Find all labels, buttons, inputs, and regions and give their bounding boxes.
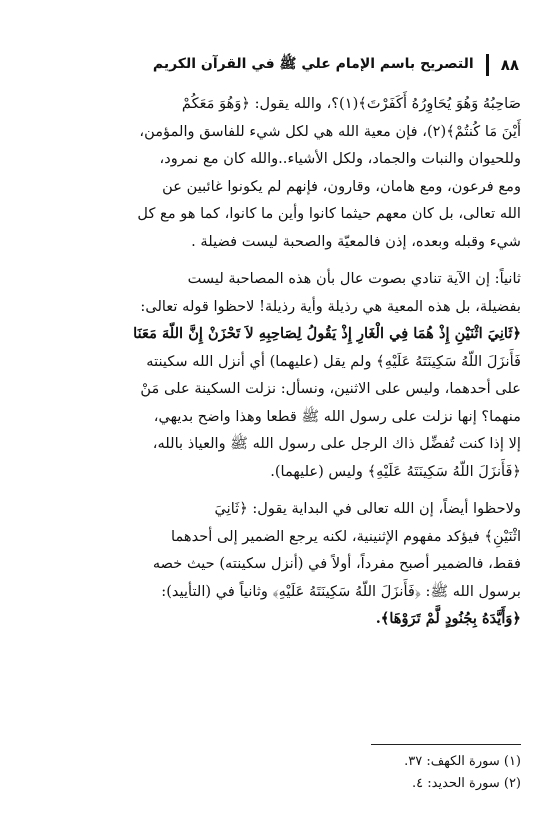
text-line: بفضيلة، بل هذه المعية هي رذيلة وأية رذيلة! لاحظوا قوله تعالى: [140,297,521,315]
text-line: الله تعالى، بل كان معهم حيثما كانوا وأين ما كانوا، كما هو مع كل [137,205,521,222]
body-text [36,90,521,643]
footnote-divider [371,744,521,745]
text-line: على أحدهما، وليس على الاثنين، ونسأل: نزلت السكينة على مَنْ [140,380,521,397]
footnote: (١) سورة الكهف: ٣٧. [404,754,521,769]
paragraph-3 [36,495,521,633]
text-line: ومع فرعون، ومع هامان، وقارون، فإنهم لم يكونوا غائبين عن [162,177,521,195]
running-header [40,52,519,78]
text-line: فَأَنزَلَ اللّهُ سَكِينَتَهُ عَلَيْهِ﴾ ولم يقل (عليهما) أي أنزل الله سكينته [146,352,521,370]
paragraph-1 [36,90,521,255]
footnotes [36,744,521,795]
text-line: شيء وقبله وبعده، إذن فالمعيّة والصحبة ليست فضيلة . [191,232,521,250]
header-divider [486,54,489,76]
text-line: ﴿فَأَنزَلَ اللّهُ سَكِينَتَهُ عَلَيْهِ﴾ وليس (عليهما). [270,462,521,480]
text-line: ولاحظوا أيضاً، إن الله تعالى في البداية يقول: ﴿ثَانِيَ [214,500,521,517]
text-line: إلا إذا كنت تُفضِّل ذاك الرجل على رسول الله ﷺ والعياذ بالله، [152,435,521,452]
text-line: وللحيوان والنبات والجماد، ولكل الأشياء..والله كان مع نمرود، [159,150,521,167]
quran-verse-line: ﴿وَأَيَّدَهُ بِجُنُودٍ لَّمْ تَرَوْهَا﴾. [375,610,521,627]
text-line: أَيْنَ مَا كُنتُمْ﴾(٢)، فإن معية الله هي لكل شيء للفاسق والمؤمن، [139,122,521,140]
paragraph-2 [36,265,521,485]
text-line: اثْنَيْنِ﴾ فيؤكد مفهوم الإثنينية، لكنه يرجع الضمير إلى أحدهما [171,527,521,545]
quran-verse-line: ﴿ثَانِيَ اثْنَيْنِ إِذْ هُمَا فِي الْغَارِ إِذْ يَقُولُ لِصَاحِبِهِ لاَ تَحْزَنْ إِنَّ اللّهَ مَعَنَا [133,325,521,342]
header-title: التصريح باسم الإمام علي ﷺ في القرآن الكريم [152,56,474,72]
text-line: منهما؟ إنها نزلت على رسول الله ﷺ قطعا وهذا واضح بديهي، [153,407,521,425]
text-line: صَاحِبُهُ وَهُوَ يُحَاوِرُهُ أَكَفَرْتَ﴾(١)؟، والله يقول: ﴿وَهُوَ مَعَكُمْ [181,95,521,112]
footnote: (٢) سورة الحديد: ٤. [412,776,521,791]
page-number: ٨٨ [500,56,519,74]
text-line: فقط، فالضمير أصبح مفرداً، أولاً في (أنزل سكينته) حيث خصه [152,555,521,572]
text-line: ثانياً: إن الآية تنادي بصوت عال بأن هذه المصاحبة ليست [187,270,521,287]
text-line: برسول الله ﷺ: ﴿فَأَنزَلَ اللّهُ سَكِينَتَهُ عَلَيْهِ﴾ وثانياً في (التأييد): [161,582,521,600]
